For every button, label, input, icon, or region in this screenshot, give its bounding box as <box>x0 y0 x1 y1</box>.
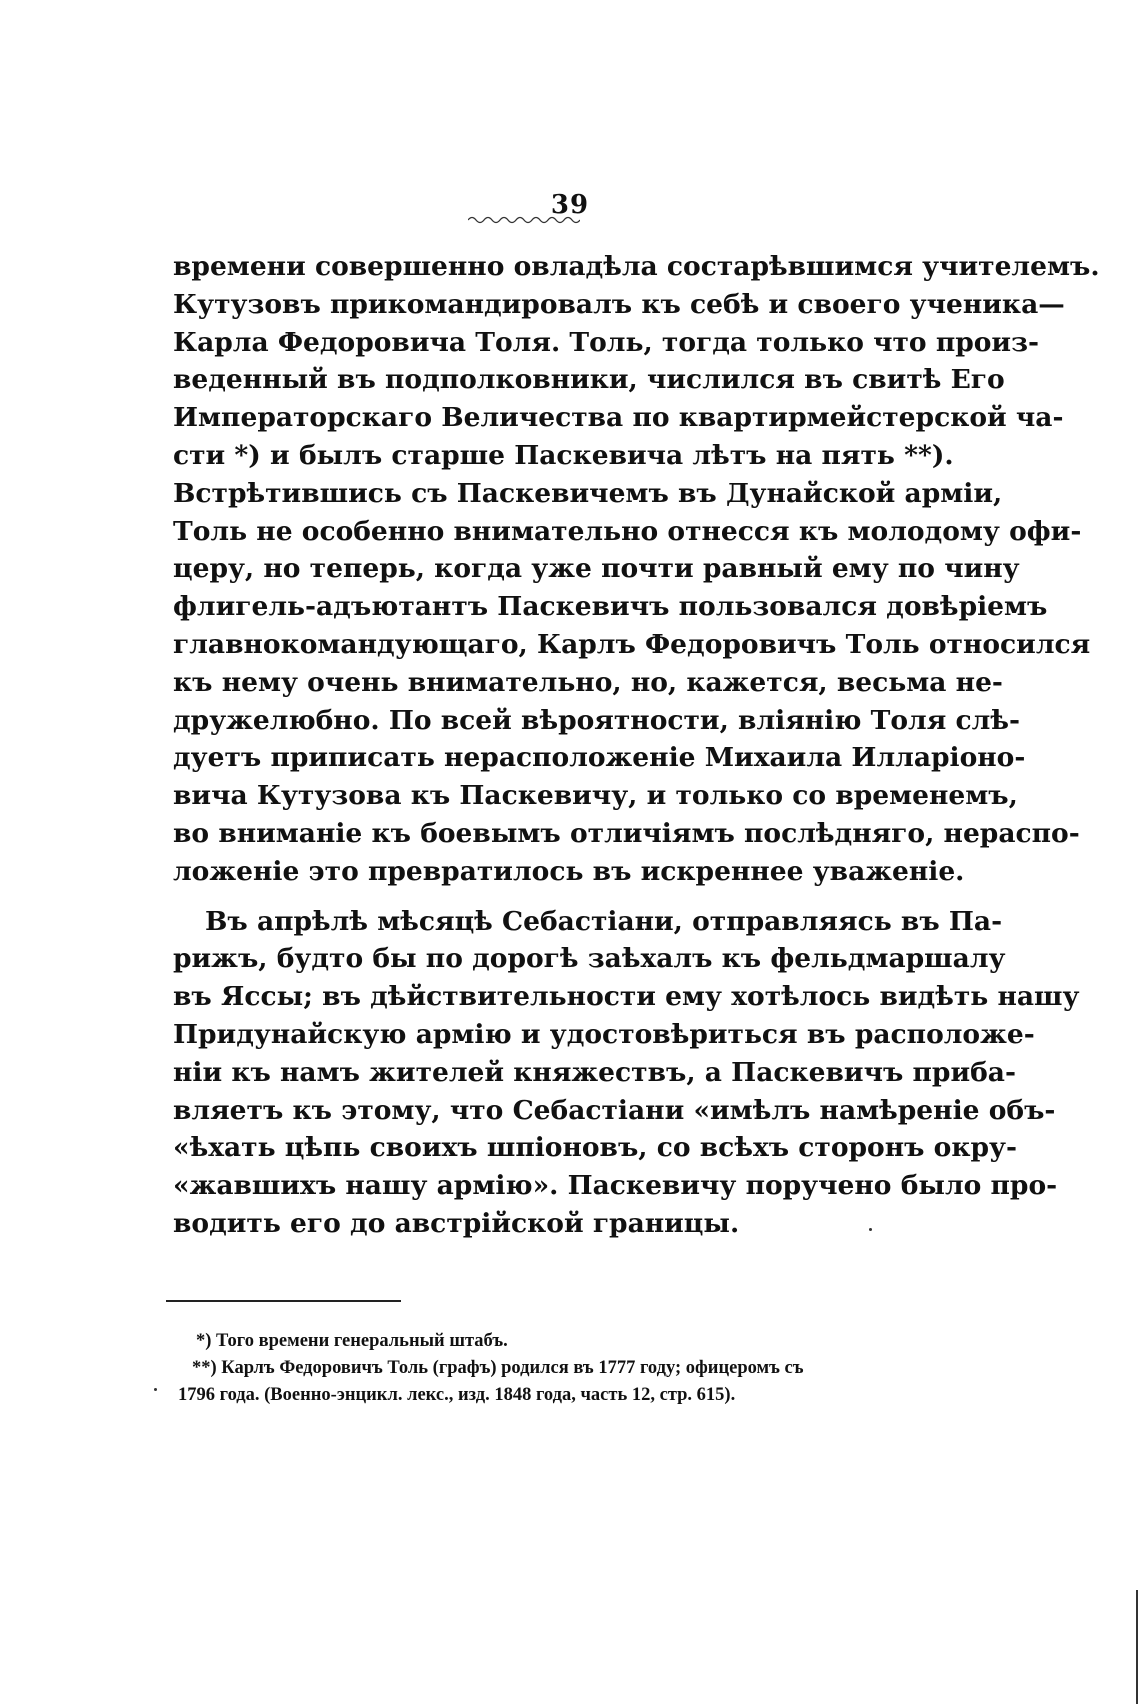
text-line: водить его до австрійской границы. <box>173 1207 740 1239</box>
scan-speck <box>154 1388 157 1391</box>
footnote-1: *) Того времени генеральный штабъ. <box>196 1331 508 1351</box>
text-line: Встрѣтившись съ Паскевичемъ въ Дунайской арміи, <box>173 477 1003 509</box>
footnote-2: **) Карлъ Федоровичъ Толь (графъ) родился въ 1777 году; офицеромъ съ <box>192 1358 804 1378</box>
page-number: 39 <box>550 190 590 220</box>
footnotes <box>152 1328 872 1409</box>
text-line: Императорскаго Величества по квартирмейстерской ча- <box>173 402 1064 434</box>
text-line: «ѣхать цѣпь своихъ шпіоновъ, со всѣхъ сторонъ окру- <box>173 1132 1017 1164</box>
footnote-2-continuation: 1796 года. (Военно-энцикл. лекс., изд. 1848 года, часть 12, стр. 615). <box>178 1385 736 1405</box>
text-line: Въ апрѣлѣ мѣсяцѣ Себастіани, отправляясь въ Па- <box>205 905 1003 937</box>
text-line: времени совершенно овладѣла состарѣвшимся учителемъ. <box>173 251 1100 282</box>
text-line: церу, но теперь, когда уже почти равный ему по чину <box>173 553 1020 585</box>
scan-speck <box>869 1228 872 1231</box>
text-line: рижъ, будто бы по дорогѣ заѣхалъ къ фельдмаршалу <box>173 943 1006 975</box>
text-line: Толь не особенно внимательно отнесся къ молодому офи- <box>173 515 1082 547</box>
footnote-separator <box>166 1300 401 1302</box>
text-line: веденный въ подполковники, числился въ свитѣ Его <box>173 364 1005 396</box>
text-line: вича Кутузова къ Паскевичу, и только со временемъ, <box>173 780 1018 812</box>
text-line: ложеніе это превратилось въ искреннее уваженіе. <box>173 855 965 887</box>
text-line: Кутузовъ прикомандировалъ къ себѣ и своего ученика— <box>173 288 1065 320</box>
scan-edge-line <box>1136 1590 1138 1704</box>
text-line: въ Яссы; въ дѣйствительности ему хотѣлось видѣть нашу <box>173 981 1080 1013</box>
text-line: дуетъ приписать нерасположеніе Михаила Илларіоно- <box>173 742 1026 774</box>
text-line: Карла Федоровича Толя. Толь, тогда только что произ- <box>173 326 1039 358</box>
text-line: дружелюбно. По всей вѣроятности, вліянію Толя слѣ- <box>173 704 1020 736</box>
paragraph-gap <box>173 891 880 903</box>
text-line: Придунайскую армію и удостовѣриться въ расположе- <box>173 1018 1035 1050</box>
text-line: флигель-адъютантъ Паскевичъ пользовался довѣріемъ <box>173 591 1048 623</box>
text-line: сти *) и былъ старше Паскевича лѣтъ на пять **). <box>173 439 954 471</box>
text-line: къ нему очень внимательно, но, кажется, весьма не- <box>173 666 1003 698</box>
text-line: главнокомандующаго, Карлъ Федоровичъ Толь относился <box>173 628 1091 660</box>
text-line: во вниманіе къ боевымъ отличіямъ послѣдняго, нераспо- <box>173 817 1080 849</box>
text-line: «жавшихъ нашу армію». Паскевичу поручено было про- <box>173 1170 1058 1202</box>
body-text <box>173 248 1100 1243</box>
text-line: вляетъ къ этому, что Себастіани «имѣлъ намѣреніе объ- <box>173 1094 1056 1126</box>
text-line: ніи къ намъ жителей княжествъ, а Паскевичъ приба- <box>173 1056 1016 1088</box>
page-number-ornament <box>468 214 580 224</box>
